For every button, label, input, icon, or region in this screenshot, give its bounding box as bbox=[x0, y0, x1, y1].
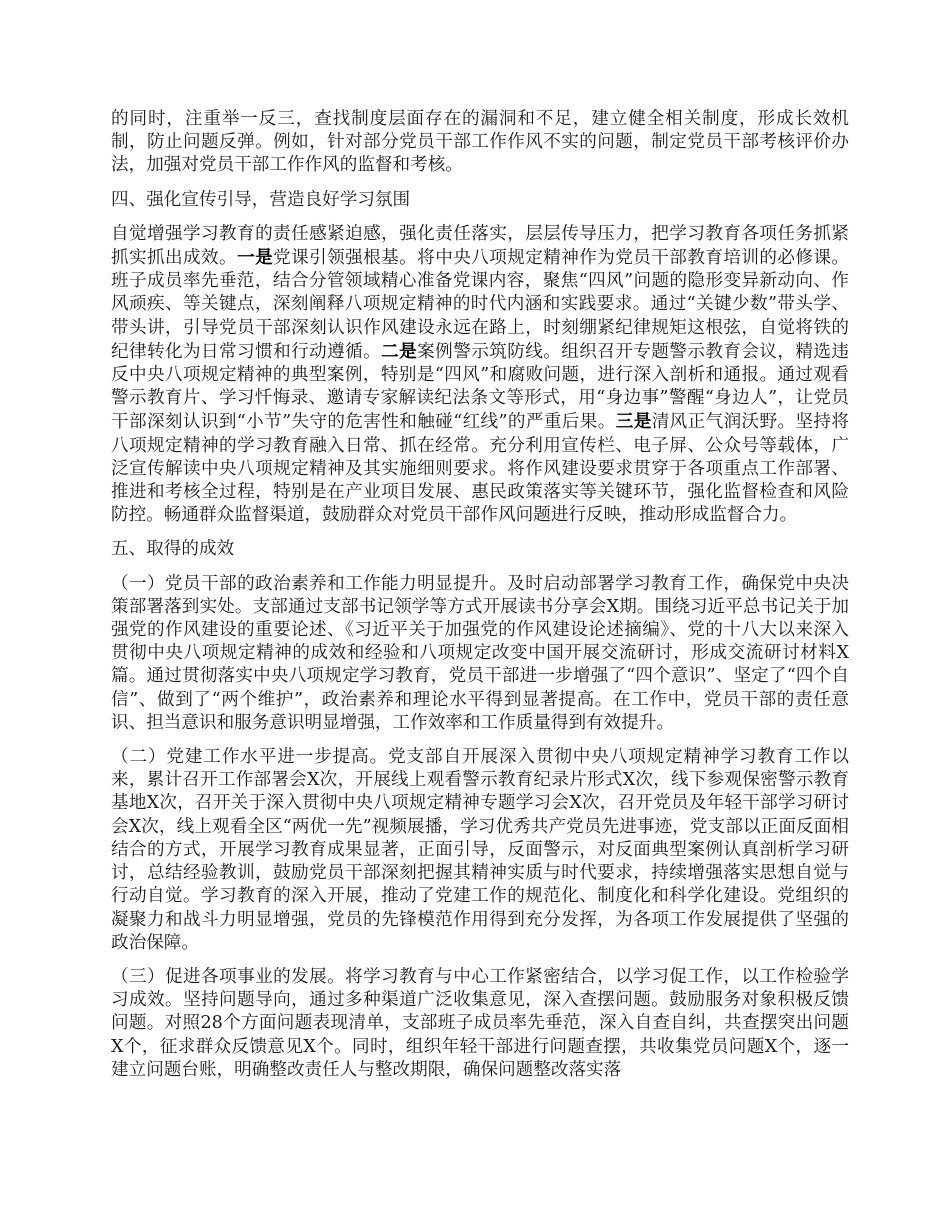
paragraph-achievement-1: （一）党员干部的政治素养和工作能力明显提升。及时启动部署学习教育工作，确保党中央决策部署落到实处。支部通过支部书记领学等方式开展读书分享会X期。围绕习近平总书记关于加强党的作风建设的重要论述、《习近平关于加强党的作风建设论述摘编》、党的十八大以来深入贯彻中央八项规定精神的成效和经验和八项规定改变中国开展交流研讨，形成交流研讨材料X篇。通过贯彻落实中央八项规定学习教育，党员干部进一步增强了“四个意识”、坚定了“四个自信”、做到了“两个维护”，政治素养和理论水平得到显著提高。在工作中，党员干部的责任意识、担当意识和服务意识明显增强，工作效率和工作质量得到有效提升。 bbox=[111, 573, 849, 733]
paragraph-publicity bbox=[111, 223, 849, 528]
paragraph-achievement-2: （二）党建工作水平进一步提高。党支部自开展深入贯彻中央八项规定精神学习教育工作以来，累计召开工作部署会X次，开展线上观看警示教育纪录片形式X次，线下参观保密警示教育基地X次，召开关于深入贯彻中央八项规定精神专题学习会X次，召开党员及年轻干部学习研讨会X次，线上观看全区“两优一先”视频展播，学习优秀共产党员先进事迹，党支部以正面反面相结合的方式，开展学习教育成果显著，正面引导，反面警示，对反面典型案例认真剖析学习研讨，总结经验教训，鼓励党员干部深刻把握其精神实质与时代要求，持续增强落实思想自觉与行动自觉。学习教育的深入开展，推动了党建工作的规范化、制度化和科学化建设。党组织的凝聚力和战斗力明显增强，党员的先锋模范作用得到充分发挥，为各项工作发展提供了坚强的政治保障。 bbox=[111, 747, 849, 953]
bold-marker-third: 三是 bbox=[615, 411, 652, 433]
text-span: 自觉增强学习教育的责任感紧迫感，强化责任落实，层层传导压力，把学习教育各项任务抓紧抓实抓出成效。 bbox=[111, 223, 849, 269]
text-span: 党课引领强根基。将中央八项规定精神作为党员干部教育培训的必修课。班子成员率先垂范，结合分管领域精心准备党课内容，聚焦“四风”问题的隐形变异新动向、作风顽疾、等关键点，深刻阐释八项规定精神的时代内涵和实践要求。通过“关键少数”带头学、带头讲，引导党员干部深刻认识作风建设永远在路上，时刻绷紧纪律规矩这根弦，自觉将铁的纪律转化为日常习惯和行动遵循。 bbox=[111, 248, 849, 362]
paragraph-continuation: 的同时，注重举一反三，查找制度层面存在的漏洞和不足，建立健全相关制度，形成长效机制，防止问题反弹。例如，针对部分党员干部工作作风不实的问题，制定党员干部考核评价办法，加强对党员干部工作作风的监督和考核。 bbox=[111, 109, 849, 176]
section-heading-4: 四、强化宣传引导，营造良好学习氛围 bbox=[111, 189, 411, 210]
paragraph-achievement-3: （三）促进各项事业的发展。将学习教育与中心工作紧密结合，以学习促工作，以工作检验学习成效。坚持问题导向，通过多种渠道广泛收集意见，深入查摆问题。鼓励服务对象积极反馈问题。对照28个方面问题表现清单，支部班子成员率先垂范，深入自查自纠，共查摆突出问题X个，征求群众反馈意见X个。同时，组织年轻干部进行问题查摆，共收集党员问题X个，逐一建立问题台账，明确整改责任人与整改期限，确保问题整改落实落 bbox=[111, 966, 849, 1080]
document-page bbox=[111, 108, 849, 1093]
bold-marker-second: 二是 bbox=[381, 340, 418, 362]
text-span: 清风正气润沃野。坚持将八项规定精神的学习教育融入日常、抓在经常。充分利用宣传栏、电子屏、公众号等载体，广泛宣传解读中央八项规定精神及其实施细则要求。将作风建设要求贯穿于各项重点工作部署、推进和考核全过程，特别是在产业项目发展、惠民政策落实等关键环节，强化监督检查和风险防控。畅通群众监督渠道，鼓励群众对党员干部作风问题进行反映，推动形成监督合力。 bbox=[111, 412, 849, 526]
text-span: 案例警示筑防线。组织召开专题警示教育会议，精选违反中央八项规定精神的典型案例，特别是“四风”和腐败问题，进行深入剖析和通报。通过观看警示教育片、学习忏悔录、邀请专家解读纪法条文等形式，用“身边事”警醒“身边人”，让党员干部深刻认识到“小节”失守的危害性和触碰“红线”的严重后果。 bbox=[111, 341, 849, 433]
section-heading-5: 五、取得的成效 bbox=[111, 539, 235, 560]
bold-marker-first: 一是 bbox=[237, 247, 274, 269]
